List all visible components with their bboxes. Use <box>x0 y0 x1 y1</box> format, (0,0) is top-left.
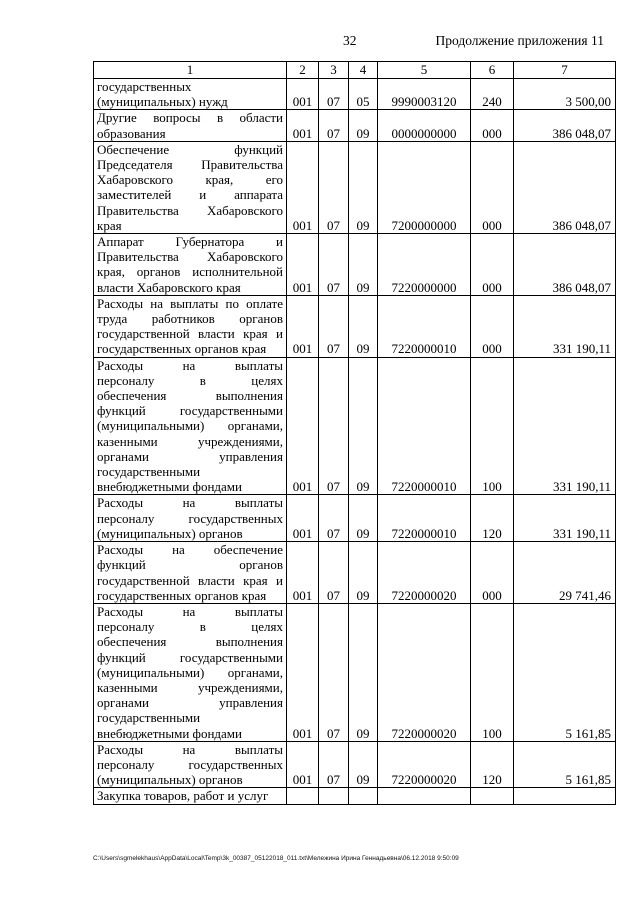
target-article-cell: 0000000000 <box>378 110 471 141</box>
ministry-code-cell: 001 <box>287 542 319 604</box>
row-name-line: (муниципальных) нужд <box>97 94 228 110</box>
amount-cell: 3 500,00 <box>514 79 616 110</box>
row-name-line: Хабаровского края, его <box>97 172 283 188</box>
section-code-cell: 07 <box>319 234 349 296</box>
row-name-line: края, органов исполнительной <box>97 264 283 280</box>
subsection-code-cell: 05 <box>349 79 378 110</box>
row-name-line: Правительства Хабаровского <box>97 249 283 265</box>
row-name-line: функций государственными <box>97 403 283 419</box>
target-article-cell: 7220000020 <box>378 542 471 604</box>
expense-type-cell: 240 <box>471 79 514 110</box>
subsection-code-cell <box>349 788 378 804</box>
row-name-line: государственных органов края <box>97 587 267 603</box>
expense-type-cell: 120 <box>471 741 514 788</box>
row-name-line: образования <box>97 125 166 141</box>
row-name-line: (муниципальных) органов <box>97 525 243 541</box>
table-row <box>94 110 616 141</box>
amount-cell: 5 161,85 <box>514 741 616 788</box>
row-name-line: казенными учреждениями, <box>97 433 283 449</box>
row-name-line: Расходы на обеспечение <box>97 542 283 558</box>
amount-cell: 331 190,11 <box>514 295 616 357</box>
table-row <box>94 741 616 788</box>
row-name-cell <box>94 110 287 141</box>
budget-table <box>93 61 616 805</box>
subsection-code-cell: 09 <box>349 110 378 141</box>
col-header-3: 3 <box>319 62 349 79</box>
row-name-line: обеспечения выполнения <box>97 388 283 404</box>
row-name-line: персоналу государственных <box>97 510 283 526</box>
row-name-line: государственной власти края и <box>97 572 283 588</box>
ministry-code-cell: 001 <box>287 357 319 495</box>
section-code-cell: 07 <box>319 79 349 110</box>
row-name-cell <box>94 141 287 233</box>
row-name-cell <box>94 295 287 357</box>
ministry-code-cell <box>287 788 319 804</box>
table-body <box>94 79 616 805</box>
row-name-line: Расходы на выплаты <box>97 741 283 757</box>
row-name-line: функций органов <box>97 557 283 573</box>
amount-cell: 386 048,07 <box>514 141 616 233</box>
col-header-6: 6 <box>471 62 514 79</box>
page-header <box>0 33 640 49</box>
ministry-code-cell: 001 <box>287 741 319 788</box>
row-name-line: Обеспечение функций <box>97 141 283 157</box>
table-row <box>94 141 616 233</box>
table-row <box>94 495 616 542</box>
file-path-footer: C:\Users\sgmelekhaus\AppData\Local\Temp\3k_00387_05122018_011.txt\Мележина Ирина Геннадьевна\06.12.2018 9:50:09 <box>93 855 459 862</box>
row-name-line: власти Хабаровского края <box>97 279 241 295</box>
row-name-line: Расходы на выплаты <box>97 495 283 511</box>
expense-type-cell: 000 <box>471 110 514 141</box>
row-name-line: казенными учреждениями, <box>97 679 283 695</box>
row-name-line: государственной власти края и <box>97 326 283 342</box>
section-code-cell: 07 <box>319 741 349 788</box>
row-name-line: труда работников органов <box>97 311 283 327</box>
target-article-cell: 7220000000 <box>378 234 471 296</box>
target-article-cell: 7200000000 <box>378 141 471 233</box>
col-header-1: 1 <box>94 62 287 79</box>
subsection-code-cell: 09 <box>349 741 378 788</box>
col-header-4: 4 <box>349 62 378 79</box>
section-code-cell: 07 <box>319 141 349 233</box>
row-name-line: Правительства Хабаровского <box>97 202 283 218</box>
ministry-code-cell: 001 <box>287 79 319 110</box>
ministry-code-cell: 001 <box>287 234 319 296</box>
table-header <box>94 62 616 79</box>
row-name-line: государственными <box>97 710 201 726</box>
table-row <box>94 542 616 604</box>
expense-type-cell: 000 <box>471 234 514 296</box>
row-name-line: края <box>97 217 122 233</box>
amount-cell: 5 161,85 <box>514 603 616 741</box>
section-code-cell: 07 <box>319 495 349 542</box>
page-number: 32 <box>343 33 357 48</box>
row-name-line: органами управления <box>97 695 283 711</box>
table-row <box>94 603 616 741</box>
row-name-line: органами управления <box>97 448 283 464</box>
ministry-code-cell: 001 <box>287 603 319 741</box>
row-name-cell <box>94 788 287 804</box>
section-code-cell: 07 <box>319 603 349 741</box>
row-name-cell <box>94 79 287 110</box>
expense-type-cell: 100 <box>471 603 514 741</box>
row-name-cell <box>94 495 287 542</box>
ministry-code-cell: 001 <box>287 141 319 233</box>
subsection-code-cell: 09 <box>349 234 378 296</box>
row-name-line: Расходы на выплаты <box>97 603 283 619</box>
col-header-7: 7 <box>514 62 616 79</box>
subsection-code-cell: 09 <box>349 495 378 542</box>
amount-cell <box>514 788 616 804</box>
section-code-cell: 07 <box>319 357 349 495</box>
subsection-code-cell: 09 <box>349 141 378 233</box>
amount-cell: 331 190,11 <box>514 495 616 542</box>
expense-type-cell: 000 <box>471 141 514 233</box>
target-article-cell <box>378 788 471 804</box>
row-name-line: (муниципальных) органов <box>97 772 243 788</box>
row-name-cell <box>94 357 287 495</box>
table-row <box>94 79 616 110</box>
table-row <box>94 234 616 296</box>
row-name-cell <box>94 603 287 741</box>
subsection-code-cell: 09 <box>349 603 378 741</box>
row-name-line: (муниципальными) органами, <box>97 418 283 434</box>
row-name-line: государственными <box>97 464 201 480</box>
target-article-cell: 7220000020 <box>378 741 471 788</box>
row-name-line: Председателя Правительства <box>97 157 283 173</box>
row-name-cell <box>94 741 287 788</box>
row-name-line: государственных <box>97 79 192 94</box>
target-article-cell: 7220000010 <box>378 357 471 495</box>
row-name-line: Расходы на выплаты <box>97 357 283 373</box>
amount-cell: 386 048,07 <box>514 110 616 141</box>
row-name-line: Закупка товаров, работ и услуг <box>97 788 269 804</box>
amount-cell: 29 741,46 <box>514 542 616 604</box>
subsection-code-cell: 09 <box>349 295 378 357</box>
appendix-continuation: Продолжение приложения 11 <box>435 33 604 48</box>
expense-type-cell: 000 <box>471 295 514 357</box>
expense-type-cell <box>471 788 514 804</box>
table-row <box>94 357 616 495</box>
ministry-code-cell: 001 <box>287 495 319 542</box>
row-name-line: государственных органов края <box>97 341 267 357</box>
col-header-2: 2 <box>287 62 319 79</box>
table-row <box>94 788 616 804</box>
row-name-cell <box>94 234 287 296</box>
section-code-cell: 07 <box>319 295 349 357</box>
row-name-line: персоналу в целях <box>97 372 283 388</box>
row-name-line: внебюджетными фондами <box>97 725 242 741</box>
subsection-code-cell: 09 <box>349 542 378 604</box>
amount-cell: 386 048,07 <box>514 234 616 296</box>
row-name-line: персоналу государственных <box>97 756 283 772</box>
target-article-cell: 7220000010 <box>378 495 471 542</box>
expense-type-cell: 100 <box>471 357 514 495</box>
row-name-cell <box>94 542 287 604</box>
row-name-line: заместителей и аппарата <box>97 187 283 203</box>
target-article-cell: 7220000020 <box>378 603 471 741</box>
row-name-line: персоналу в целях <box>97 619 283 635</box>
amount-cell: 331 190,11 <box>514 357 616 495</box>
target-article-cell: 9990003120 <box>378 79 471 110</box>
row-name-line: (муниципальными) органами, <box>97 664 283 680</box>
section-code-cell: 07 <box>319 110 349 141</box>
row-name-line: Аппарат Губернатора и <box>97 234 283 250</box>
header-row <box>94 62 616 79</box>
ministry-code-cell: 001 <box>287 295 319 357</box>
col-header-5: 5 <box>378 62 471 79</box>
expense-type-cell: 120 <box>471 495 514 542</box>
target-article-cell: 7220000010 <box>378 295 471 357</box>
expense-type-cell: 000 <box>471 542 514 604</box>
row-name-line: обеспечения выполнения <box>97 634 283 650</box>
subsection-code-cell: 09 <box>349 357 378 495</box>
section-code-cell <box>319 788 349 804</box>
table-row <box>94 295 616 357</box>
ministry-code-cell: 001 <box>287 110 319 141</box>
row-name-line: внебюджетными фондами <box>97 479 242 495</box>
row-name-line: функций государственными <box>97 649 283 665</box>
row-name-line: Расходы на выплаты по оплате <box>97 295 283 311</box>
row-name-line: Другие вопросы в области <box>97 110 283 126</box>
section-code-cell: 07 <box>319 542 349 604</box>
